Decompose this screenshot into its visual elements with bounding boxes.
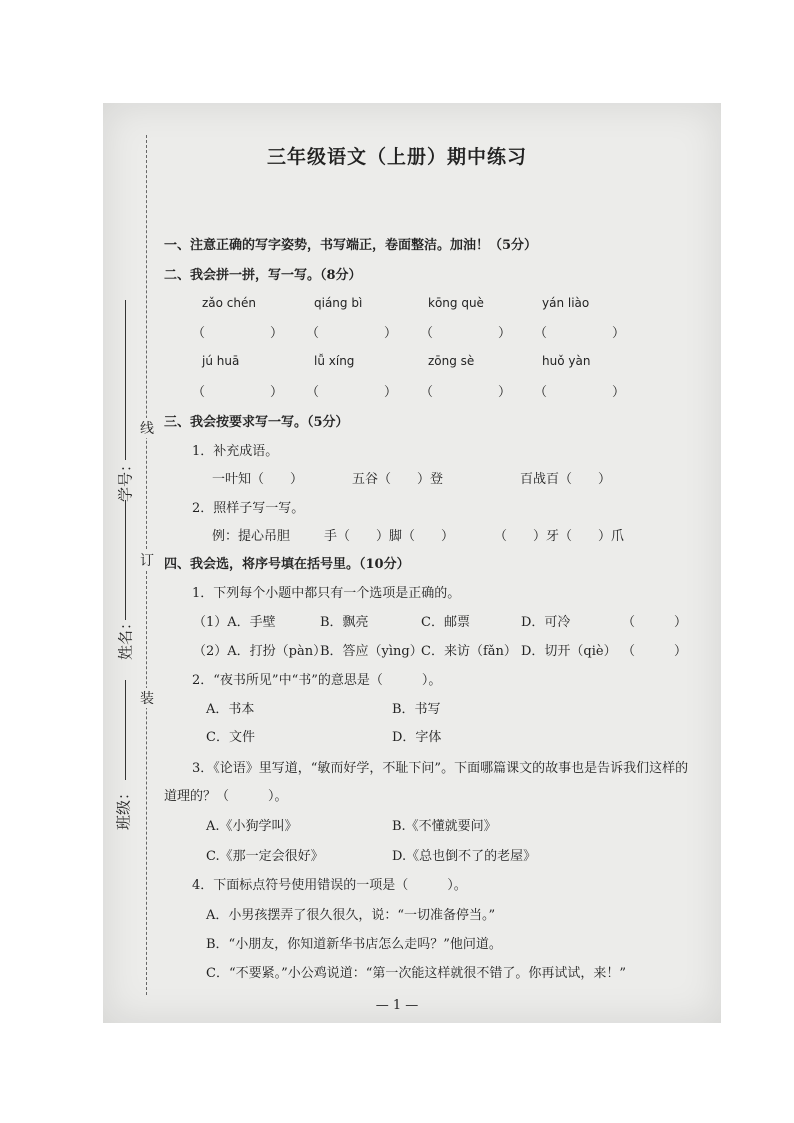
pinyin-row-1 <box>202 296 657 310</box>
answer-blank[interactable]: （ ） <box>534 385 626 400</box>
idiom-2[interactable]: 五谷（ ）登 <box>352 472 444 487</box>
q4-option-a: A．小男孩摆弄了很久很久，说：“一切准备停当。” <box>206 908 496 923</box>
q2-option-a: A．书本 <box>206 702 255 717</box>
q1-2-option-d: D．切开（qiè） <box>521 644 617 659</box>
pinyin-7: zōng sè <box>428 354 475 368</box>
name-blank[interactable] <box>125 500 126 620</box>
q2-option-c: C．文件 <box>206 730 255 745</box>
s4-q2: 2．“夜书所见”中“书”的意思是（ ）。 <box>192 673 442 688</box>
q3-option-c: C.《那一定会很好》 <box>206 849 324 864</box>
q1-2-option-b: B．答应（yìng） <box>320 644 423 659</box>
pinyin-8: huǒ yàn <box>542 354 591 368</box>
pinyin-row-2 <box>202 354 657 368</box>
answer-row-2 <box>192 381 648 400</box>
s3-q1: 1．补充成语。 <box>192 444 279 459</box>
q3-option-d: D.《总也倒不了的老屋》 <box>392 849 537 864</box>
q1-2-option-c: C．来访（fǎn） <box>421 644 517 659</box>
answer-blank[interactable]: （ ） <box>420 385 512 400</box>
page-number: — 1 — <box>375 998 419 1013</box>
section4-heading: 四、我会选，将序号填在括号里。（10分） <box>164 557 410 572</box>
s4-q1: 1．下列每个小题中都只有一个选项是正确的。 <box>192 586 461 601</box>
pinyin-6: lǚ xíng <box>314 354 355 368</box>
q1-1-answer-blank[interactable]: （ ） <box>622 615 688 630</box>
xuehao-blank[interactable] <box>125 300 126 460</box>
class-label: 班级： <box>114 785 133 831</box>
class-blank[interactable] <box>125 680 126 780</box>
section2-heading: 二、我会拼一拼，写一写。（8分） <box>164 268 362 283</box>
q1-1-option-d: D．可冷 <box>521 615 571 630</box>
binding-char-bind: 装 <box>139 688 155 708</box>
blank-tooth-claw[interactable]: （ ）牙（ ）爪 <box>494 529 625 544</box>
page-title: 三年级语文（上册）期中练习 <box>266 146 527 168</box>
q2-option-b: B．书写 <box>392 702 441 717</box>
answer-blank[interactable]: （ ） <box>306 385 398 400</box>
binding-char-order: 订 <box>139 550 155 570</box>
answer-row-1 <box>192 322 648 341</box>
q1-1-option-a: （1）A．手壁 <box>193 615 276 630</box>
q2-option-d: D．字体 <box>392 730 442 745</box>
name-label: 姓名： <box>116 615 135 661</box>
answer-blank[interactable]: （ ） <box>306 326 398 341</box>
section1-heading: 一、注意正确的写字姿势，书写端正，卷面整洁。加油！（5分） <box>164 238 538 253</box>
example-word: 例：提心吊胆 <box>212 529 291 544</box>
pinyin-3: kōng què <box>428 296 484 310</box>
s4-q3-line2: 道理的？（ ）。 <box>164 789 288 804</box>
xuehao-label: 学号： <box>116 457 135 503</box>
q4-option-b: B．“小朋友，你知道新华书店怎么走吗？”他问道。 <box>206 937 502 952</box>
pinyin-5: jú huā <box>202 354 240 368</box>
answer-blank[interactable]: （ ） <box>192 385 284 400</box>
q3-option-a: A.《小狗学叫》 <box>206 819 298 834</box>
q1-1-option-c: C．邮票 <box>421 615 470 630</box>
idiom-1[interactable]: 一叶知（ ） <box>212 472 304 487</box>
answer-blank[interactable]: （ ） <box>420 326 512 341</box>
section3-heading: 三、我会按要求写一写。（5分） <box>164 415 349 430</box>
q1-1-option-b: B．飘亮 <box>320 615 369 630</box>
idiom-3[interactable]: 百战百（ ） <box>520 472 612 487</box>
pinyin-4: yán liào <box>542 296 590 310</box>
q3-option-b: B.《不懂就要问》 <box>392 819 497 834</box>
pinyin-1: zǎo chén <box>202 296 256 310</box>
q4-option-c: C．“不要紧。”小公鸡说道：“第一次能这样就很不错了。你再试试，来！” <box>206 966 627 981</box>
answer-blank[interactable]: （ ） <box>534 326 626 341</box>
s4-q3-line1: 3．《论语》里写道，“敏而好学，不耻下问”。下面哪篇课文的故事也是告诉我们这样的 <box>192 761 689 776</box>
binding-char-line: 线 <box>139 418 155 438</box>
s3-q2: 2．照样子写一写。 <box>192 501 305 516</box>
q1-2-answer-blank[interactable]: （ ） <box>622 644 688 659</box>
q1-2-option-a: （2）A．打扮（pàn） <box>193 644 327 659</box>
pinyin-2: qiáng bì <box>314 296 363 310</box>
answer-blank[interactable]: （ ） <box>192 326 284 341</box>
blank-hand-foot[interactable]: 手（ ）脚（ ） <box>324 529 455 544</box>
s4-q4: 4．下面标点符号使用错误的一项是（ ）。 <box>192 878 467 893</box>
